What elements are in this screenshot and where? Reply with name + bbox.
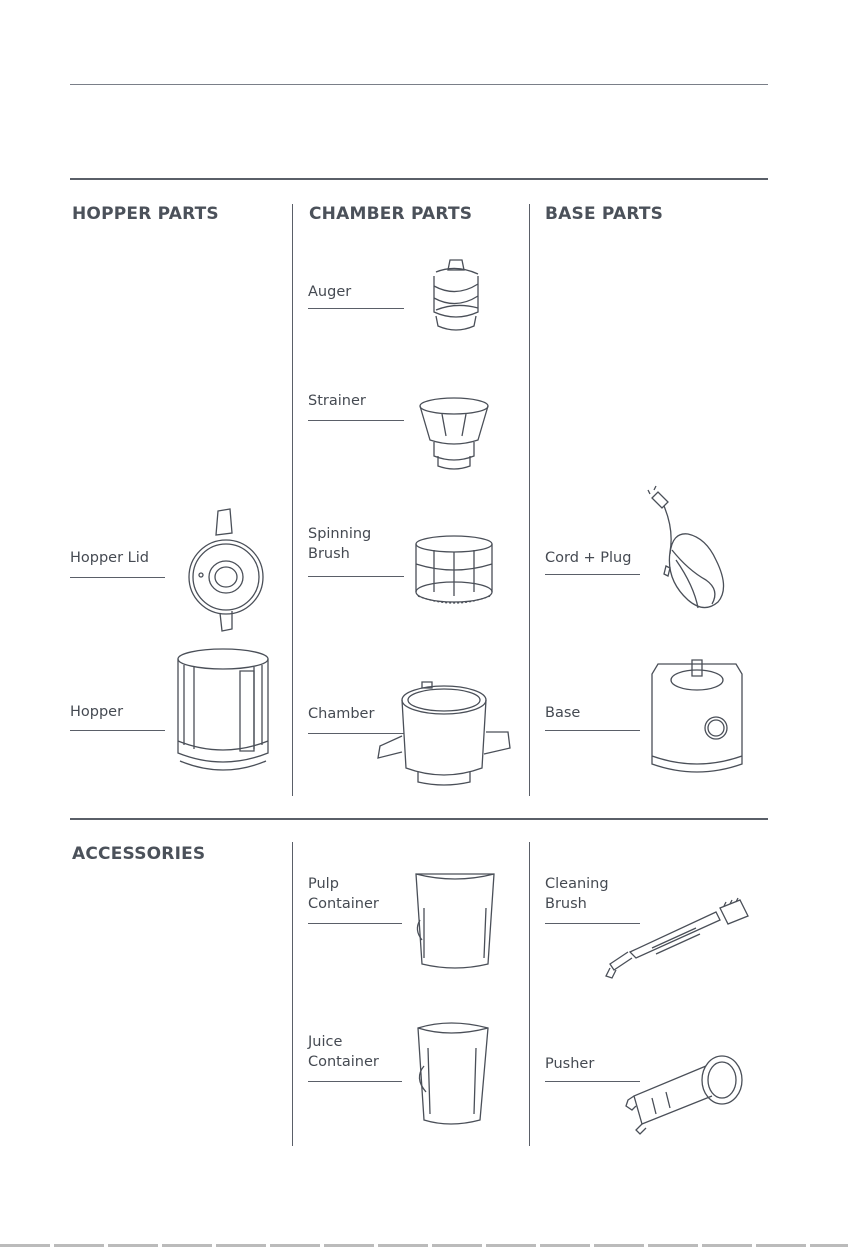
strainer-label: Strainer bbox=[308, 393, 366, 409]
cord-plug-icon bbox=[648, 490, 734, 616]
auger-label: Auger bbox=[308, 284, 352, 300]
cleaning-brush-label: Cleaning Brush bbox=[545, 876, 609, 912]
base-label: Base bbox=[545, 705, 581, 721]
juice-container-underline bbox=[308, 1081, 402, 1082]
column-divider bbox=[529, 204, 530, 796]
spinning-brush-icon bbox=[412, 534, 496, 606]
hopper-lid-underline bbox=[70, 577, 165, 578]
hopper-icon bbox=[174, 645, 272, 777]
hopper-lid-icon bbox=[186, 505, 266, 640]
accessories-heading: ACCESSORIES bbox=[72, 844, 206, 864]
cord-plug-underline bbox=[545, 574, 640, 575]
juice-container-label: Juice Container bbox=[308, 1034, 379, 1070]
hopper-lid-label: Hopper Lid bbox=[70, 550, 149, 566]
strainer-icon bbox=[418, 396, 490, 472]
column-divider bbox=[529, 842, 530, 1146]
hopper-underline bbox=[70, 730, 165, 731]
cord-plug-label: Cord + Plug bbox=[545, 550, 632, 566]
pusher-label: Pusher bbox=[545, 1056, 595, 1072]
accessories-section-rule bbox=[70, 818, 768, 820]
hopper-label: Hopper bbox=[70, 704, 124, 720]
base-underline bbox=[545, 730, 640, 731]
pusher-icon bbox=[622, 1050, 748, 1136]
pulp-container-icon bbox=[412, 868, 498, 972]
cleaning-brush-icon bbox=[600, 898, 750, 980]
chamber-icon bbox=[372, 676, 516, 788]
column-divider bbox=[292, 842, 293, 1146]
chamber-parts-heading: CHAMBER PARTS bbox=[309, 204, 473, 224]
auger-underline bbox=[308, 308, 404, 309]
base-icon bbox=[648, 652, 746, 780]
pulp-container-label: Pulp Container bbox=[308, 876, 379, 912]
spinning-brush-underline bbox=[308, 576, 404, 577]
pulp-container-underline bbox=[308, 923, 402, 924]
top-rule bbox=[70, 84, 768, 85]
base-parts-heading: BASE PARTS bbox=[545, 204, 664, 224]
spinning-brush-label: Spinning Brush bbox=[308, 526, 372, 562]
strainer-underline bbox=[308, 420, 404, 421]
column-divider bbox=[292, 204, 293, 796]
chamber-label: Chamber bbox=[308, 706, 375, 722]
auger-icon bbox=[428, 256, 484, 332]
juice-container-icon bbox=[410, 1018, 494, 1128]
parts-section-rule bbox=[70, 178, 768, 180]
hopper-parts-heading: HOPPER PARTS bbox=[72, 204, 219, 224]
